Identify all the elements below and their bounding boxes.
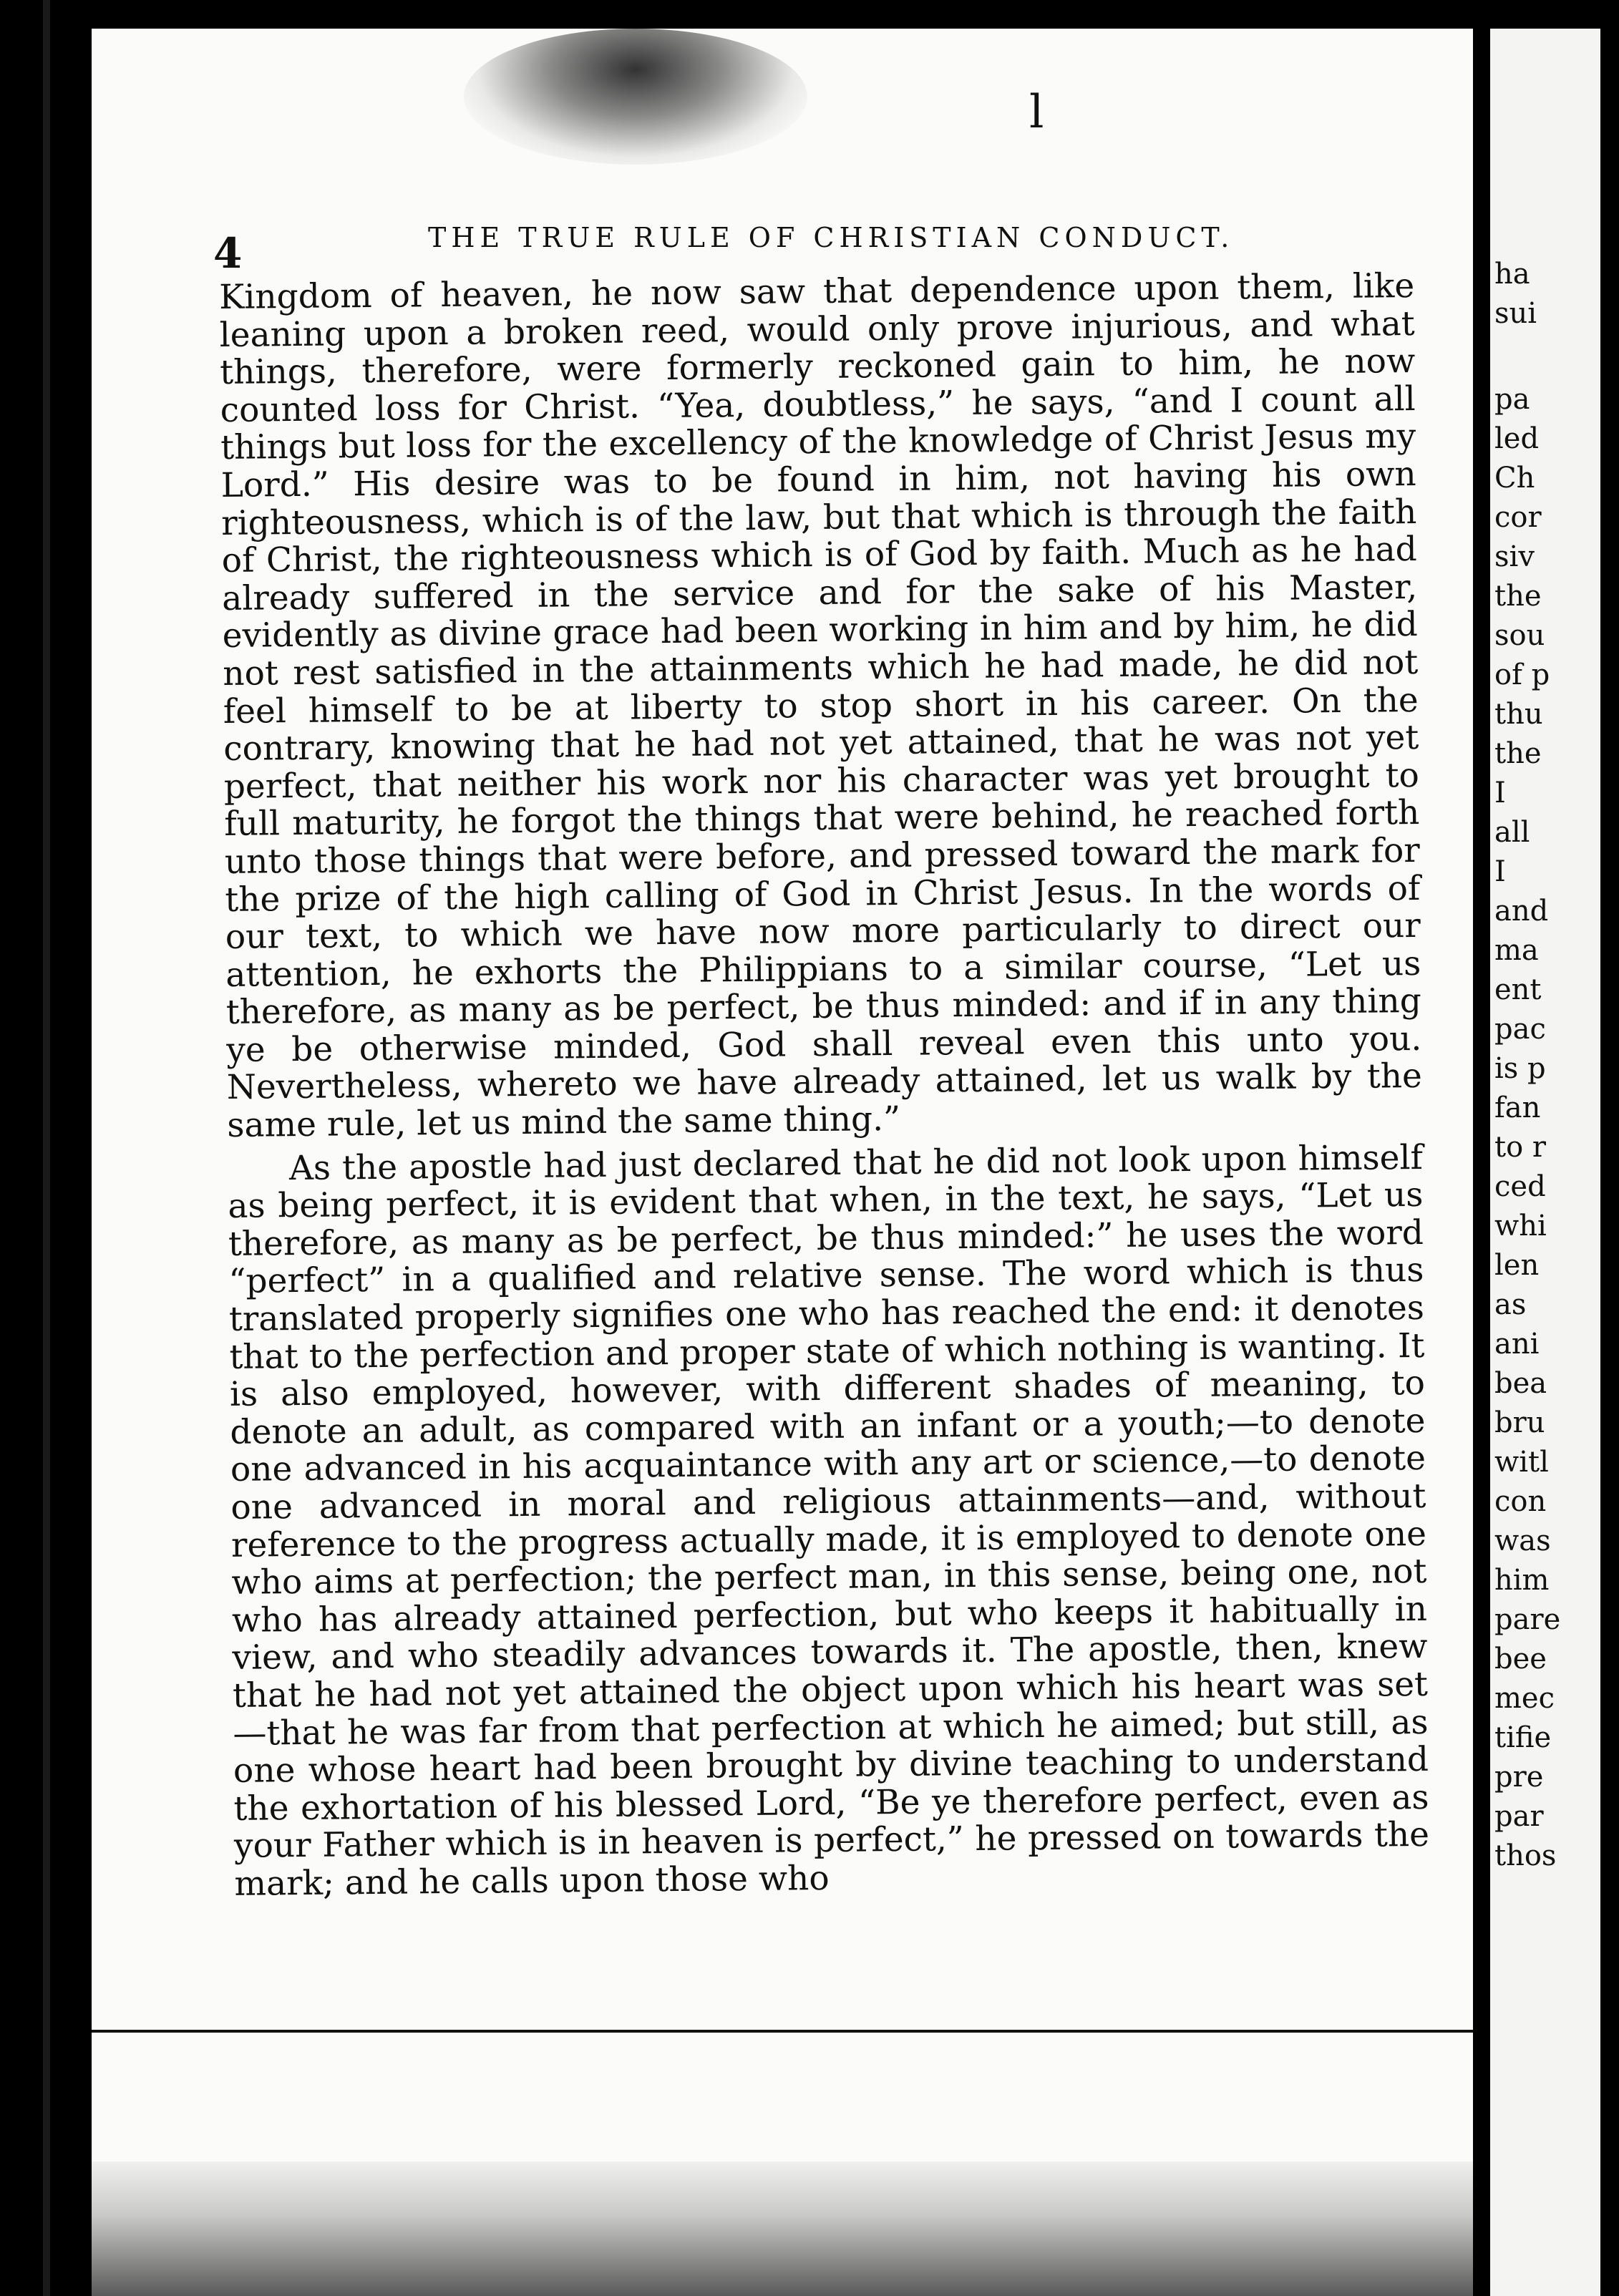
facing-page-text: bru: [1494, 1406, 1545, 1439]
paragraph-1: Kingdom of heaven, he now saw that dependence upon them, like leaning upon a broken reed, would only prove injurious, and what things, therefore, were formerly reckoned gain to him, he now counted loss for Christ. “Yea, doubtless,” he says, “and I count all things but loss for the excellency of the knowledge of Christ Jesus my Lord.” His desire was to be found in him, not having his own righteousness, which is of the law, but that which is through the faith of Christ, the righteousness which is of God by faith. Much as he had already suffered in the service and for the sake of his Master, evidently as divine grace had been working in him and by him, he did not rest satisfied in the attainments which he had made, he did not feel himself to be at liberty to stop short in his career. On the contrary, knowing that he had not yet attained, that he was not yet perfect, that neither his work nor his character was yet brought to full maturity, he forgot the things that were behind, he reached forth unto those things that were before, and pressed toward the mark for the prize of the high calling of God in Christ Jesus. In the words of our text, to which we have now more particularly to direct our attention, he exhorts the Philippians to a similar course, “Let us therefore, as many as be perfect, be thus minded: and if in any thing ye be otherwise minded, God shall reveal even this unto you. Nevertheless, whereto we have already attained, let us walk by the same rule, let us mind the same thing.”: [218, 266, 1423, 1146]
facing-page-text: ani: [1494, 1328, 1540, 1361]
facing-page-text: the: [1494, 580, 1542, 613]
facing-page-text: len: [1494, 1249, 1540, 1282]
facing-page-text: pa: [1494, 383, 1530, 416]
facing-page-text: fan: [1494, 1091, 1541, 1124]
facing-page-text: thu: [1494, 698, 1543, 731]
facing-page-text: I: [1494, 855, 1506, 888]
facing-page-text: bee: [1494, 1643, 1547, 1675]
facing-page-text: him: [1494, 1564, 1550, 1597]
facing-page-text: siv: [1494, 540, 1535, 573]
scan-binding-rule: [43, 0, 50, 2296]
page-number: 4: [213, 229, 243, 278]
facing-page-text: the: [1494, 737, 1542, 770]
facing-page-text: par: [1494, 1800, 1544, 1833]
scan-cut-line: [92, 2030, 1619, 2033]
facing-page-text: and: [1494, 895, 1549, 928]
running-head: THE TRUE RULE OF CHRISTIAN CONDUCT.: [428, 222, 1235, 253]
facing-page-text: as: [1494, 1288, 1527, 1321]
facing-page-text: is p: [1494, 1052, 1546, 1085]
facing-page-text: ent: [1494, 973, 1542, 1006]
facing-page-text: Ch: [1494, 462, 1535, 495]
facing-page-text: pac: [1494, 1013, 1546, 1046]
facing-page-text: ha: [1494, 258, 1530, 291]
facing-page-text: I: [1494, 777, 1506, 809]
facing-page-text: witl: [1494, 1446, 1549, 1479]
facing-page-text: bea: [1494, 1367, 1547, 1400]
facing-page-text: mec: [1494, 1682, 1555, 1715]
facing-page-text: sou: [1494, 619, 1545, 652]
book-gutter: [1473, 0, 1490, 2296]
facing-page-text: to r: [1494, 1131, 1546, 1164]
facing-page-fragment: [1490, 29, 1619, 2296]
facing-page-text: pre: [1494, 1761, 1544, 1794]
facing-page-text: was: [1494, 1524, 1551, 1557]
facing-page-text: ma: [1494, 934, 1539, 967]
facing-page-text: cor: [1494, 501, 1542, 534]
body-text: [219, 268, 1430, 1903]
facing-page-text: thos: [1494, 1839, 1557, 1872]
page-bottom-edge: [92, 2161, 1473, 2296]
facing-page-text: ced: [1494, 1170, 1546, 1203]
scan-right-border: [1600, 0, 1619, 2296]
facing-page-text: of p: [1494, 658, 1550, 691]
book-page: [92, 29, 1473, 2161]
facing-page-text: whi: [1494, 1210, 1547, 1242]
facing-page-text: sui: [1494, 297, 1537, 330]
folio-mark: l: [1029, 86, 1044, 139]
facing-page-text: led: [1494, 422, 1540, 455]
paragraph-2: As the apostle had just declared that he did not look upon himself as being perfect, it is evident that when, in the text, he says, “Let us therefore, as many as be perfect, be thus minded:” he uses the word “perfect” in a qualified and relative sense. The word which is thus translated properly signifies one who has reached the end: it denotes that to the perfection and proper state of which nothing is wanting. It is also employed, however, with different shades of meaning, to denote an adult, as compared with an infant or a youth;—to denote one advanced in his acquaintance with any art or science,—to denote one advanced in moral and religious attainments—and, without reference to the progress actually made, it is employed to denote one who aims at perfection; the perfect man, in this sense, being one, not who has already attained perfection, but who keeps it habitually in view, and who steadily advances towards it. The apostle, then, knew that he had not yet attained the object upon which his heart was set—that he was far from that perfection at which he aimed; but still, as one whose heart had been brought by divine teaching to understand the exhortation of his blessed Lord, “Be ye therefore perfect, even as your Father which is in heaven is perfect,” he pressed on towards the mark; and he calls upon those who: [228, 1137, 1430, 1904]
facing-page-text: all: [1494, 816, 1530, 849]
facing-page-text: con: [1494, 1485, 1547, 1518]
ink-stain: [464, 29, 807, 165]
facing-page-text: pare: [1494, 1603, 1561, 1636]
facing-page-text: tifie: [1494, 1721, 1552, 1754]
